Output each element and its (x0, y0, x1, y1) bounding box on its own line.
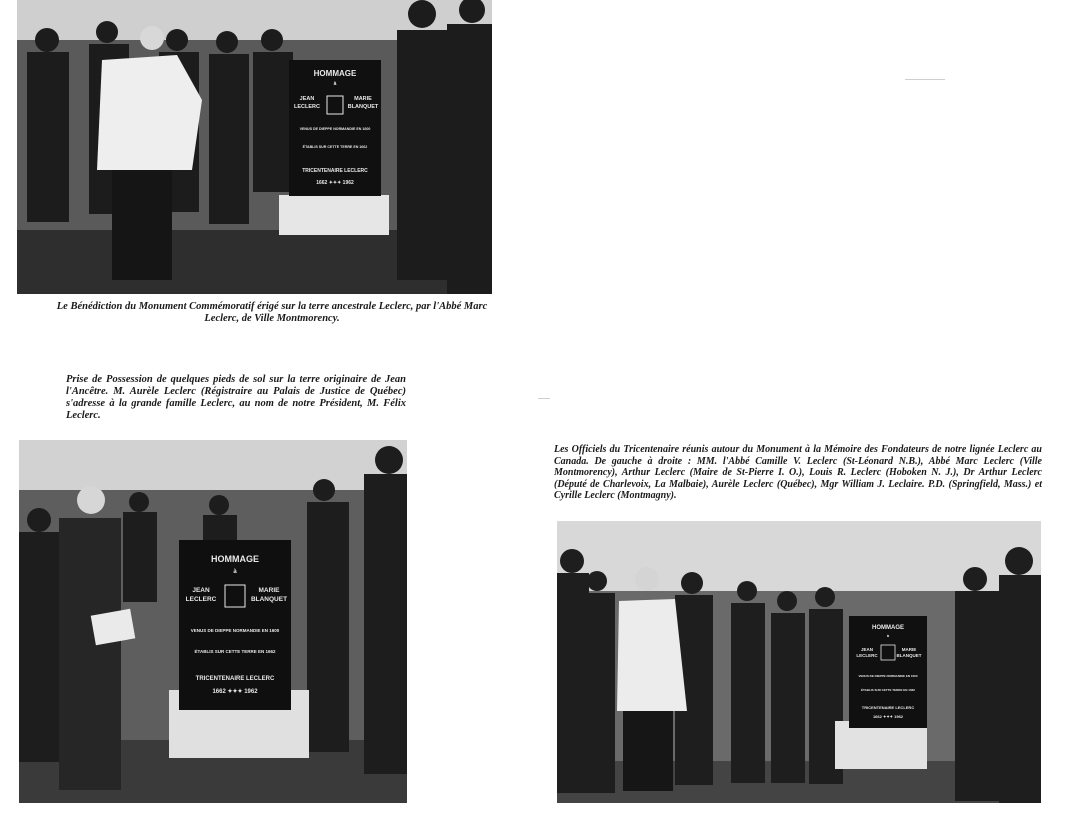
monument-base (835, 721, 927, 769)
monument-a: à (233, 569, 237, 575)
monument-name-right-2: BLANQUET (250, 596, 288, 603)
monument-name-left-1: JEAN (299, 96, 315, 102)
monument-name-left-1: JEAN (860, 647, 874, 652)
monument-name-right-1: MARIE (354, 96, 372, 102)
monument-line-3: TRICENTENAIRE LECLERC (302, 168, 368, 174)
monument-dates: 1662 ✦✦✦ 1962 (872, 714, 904, 719)
monument-title: HOMMAGE (313, 69, 357, 78)
caption-blessing: Le Bénédiction du Monument Commémoratif érigé sur la terre ancestrale Leclerc, par l'Abbé Marc Leclerc, de Ville Montmorency. (56, 301, 488, 324)
page-marker (538, 398, 550, 399)
monument-dates: 1662 ✦✦✦ 1962 (316, 180, 354, 186)
photo-possession (19, 440, 407, 803)
monument-name-left-1: JEAN (192, 587, 210, 594)
monument-name-right-1: MARIE (258, 587, 280, 594)
monument-name-left-2: LECLERC (185, 596, 217, 603)
monument-name-right-2: BLANQUET (347, 104, 379, 110)
monument-line-2: ÉTABLIS SUR CETTE TERRE EN 1662 (302, 145, 368, 149)
monument-base (279, 195, 389, 235)
monument-line-3: TRICENTENAIRE LECLERC (861, 705, 915, 710)
photo-blessing-scene (17, 0, 492, 294)
caption-officials: Les Officiels du Tricentenaire réunis autour du Monument à la Mémoire des Fondateurs de notre lignée Leclerc au Canada. De gauche à droite : MM. l'Abbé Camille V. Leclerc (St-Léonard N.B.), Abbé Marc Leclerc (Ville Montmorency), Arthur Leclerc (Maire de St-Pierre I. O.), Louis R. Leclerc (Hoboken N. J.), Dr Arthur Leclerc (Député de Charlevoix, La Malbaie), Aurèle Leclerc (Québec), Mgr William J. Leclaire. P.D. (Springfield, Mass.) et Cyrille Leclerc (Montmagny). (554, 444, 1042, 501)
monument-line-2: ÉTABLIS SUR CETTE TERRE EN 1662 (194, 649, 276, 654)
monument-line-1: VENUS DE DIEPPE NORMANDIE EN 1600 (190, 628, 280, 633)
photo-possession-scene (19, 440, 407, 803)
monument-line-2: ÉTABLIS SUR CETTE TERRE EN 1662 (861, 688, 915, 692)
monument-stone (179, 540, 291, 710)
photo-officials-scene (557, 521, 1041, 803)
monument-line-1: VENUS DE DIEPPE NORMANDIE EN 1600 (299, 127, 371, 131)
photo-blessing (17, 0, 492, 294)
monument-name-right-1: MARIE (901, 647, 917, 652)
monument-line-1: VENUS DE DIEPPE NORMANDIE EN 1600 (858, 674, 918, 678)
monument-title: HOMMAGE (211, 554, 259, 564)
photo-officials (557, 521, 1041, 803)
monument-a: à (886, 633, 890, 638)
monument-name-right-2: BLANQUET (896, 653, 922, 658)
page-marker (905, 79, 945, 80)
caption-possession: Prise de Possession de quelques pieds de sol sur la terre originaire de Jean l'Ancêtre. M. Aurèle Leclerc (Régistraire au Palais de Justice de Québec) s'adresse à la grande famille Leclerc, au nom de notre Président, M. Félix Leclerc. (66, 374, 406, 421)
monument-line-3: TRICENTENAIRE LECLERC (195, 676, 275, 682)
monument-a: à (333, 81, 337, 87)
monument-name-left-2: LECLERC (856, 653, 878, 658)
monument-title: HOMMAGE (872, 625, 904, 631)
monument-name-left-2: LECLERC (294, 104, 320, 110)
monument-dates: 1662 ✦✦✦ 1962 (212, 689, 258, 695)
